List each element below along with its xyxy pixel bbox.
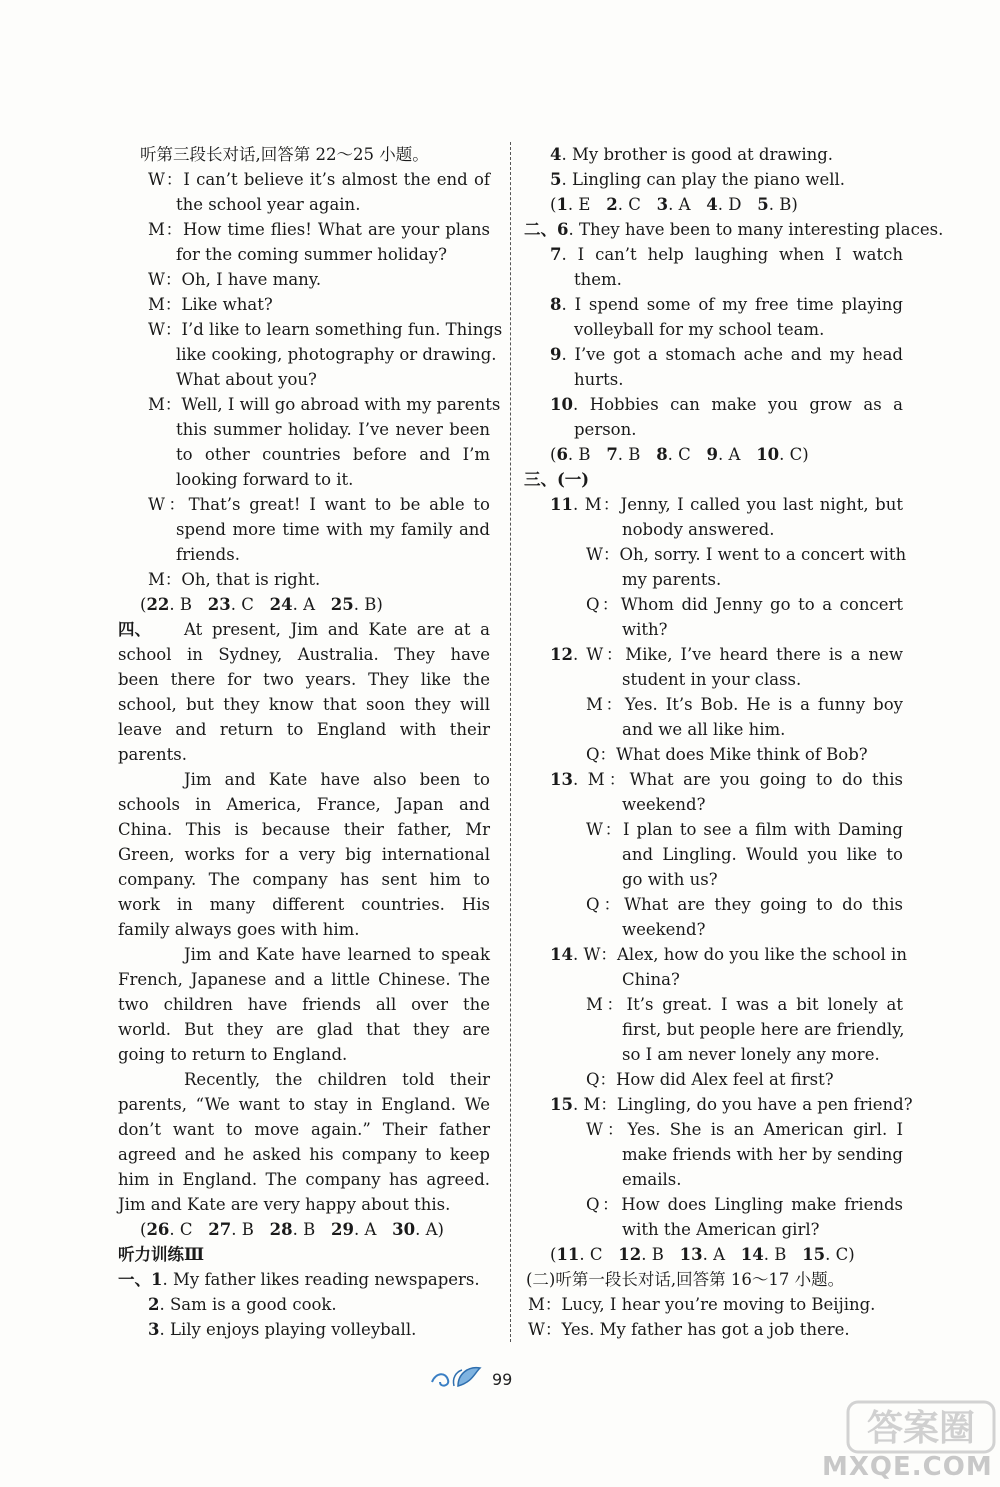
sentence-item: 2. Sam is a good cook.	[148, 1295, 337, 1314]
passage-line	[118, 767, 490, 792]
training-title	[118, 1242, 490, 1267]
item-number: 4	[550, 145, 562, 164]
answer-number: 10	[756, 445, 780, 464]
sentence-item: 5. Lingling can play the piano well.	[550, 170, 846, 189]
answer-number: 5	[757, 195, 769, 214]
passage-line	[118, 792, 490, 817]
dialogue-text: Whom did Jenny go to a concert	[620, 595, 903, 614]
item-number: 7	[550, 245, 562, 264]
item-text: volleyball for my school team.	[574, 320, 825, 339]
speaker-label: Q：	[586, 595, 621, 614]
answer-number: 2	[606, 195, 618, 214]
dialogue-line	[118, 367, 490, 392]
dialogue-line	[118, 167, 490, 192]
answer-number: 8	[656, 445, 668, 464]
answer-letter: E	[578, 195, 591, 214]
speaker-label: W：	[148, 495, 189, 514]
answer-number: 1	[556, 195, 568, 214]
dialogue-text: friends.	[176, 545, 240, 564]
answer-letter: A	[425, 1220, 438, 1239]
dialogue-line	[118, 542, 490, 567]
dialogue-text: I’d like to learn something fun. Things	[181, 320, 503, 339]
passage-line	[118, 667, 490, 692]
dialogue-line	[118, 392, 501, 417]
dialogue-text: student in your class.	[622, 670, 802, 689]
sentence-item	[528, 367, 903, 392]
dialogue-text: weekend?	[622, 920, 706, 939]
dialogue-text: How time flies! What are your plans	[182, 220, 490, 239]
passage-text: At present, Jim and Kate are at a	[184, 620, 490, 639]
answer-letter: A	[713, 1245, 726, 1264]
answer-letter: D	[728, 195, 742, 214]
item-text: I’ve got a stomach ache and my head	[574, 345, 903, 364]
passage-line	[118, 917, 490, 942]
passage-text: Jim and Kate have also been to	[184, 770, 490, 789]
dialogue-line	[118, 442, 490, 467]
item-text: hurts.	[574, 370, 624, 389]
answer-letter: C	[241, 595, 254, 614]
item-text: I spend some of my free time playing	[574, 295, 903, 314]
item-text: Lily enjoys playing volleyball.	[169, 1320, 417, 1339]
section-label-text: 三、(一)	[524, 470, 590, 489]
dialogue-line	[528, 1017, 903, 1042]
dialogue-text: Oh, sorry. I went to a concert with	[619, 545, 907, 564]
dialogue-line: 12. W：Mike, I’ve heard there is a new	[550, 645, 903, 664]
sentence-item: 3. Lily enjoys playing volleyball.	[148, 1320, 417, 1339]
answer-number: 3	[656, 195, 669, 214]
item-number: 13	[550, 770, 573, 789]
svg-text:答案圈: 答案圈	[866, 1408, 976, 1449]
dialogue-text: nobody answered.	[622, 520, 775, 539]
answer-number: 25	[330, 595, 354, 614]
answer-number: 13	[679, 1245, 703, 1264]
speaker-label: M：	[587, 770, 630, 789]
dialogue-text: looking forward to it.	[176, 470, 354, 489]
dialogue-line	[528, 842, 903, 867]
dialogue-text: with the American girl?	[622, 1220, 820, 1239]
left-column	[118, 142, 503, 1342]
passage-line	[118, 1092, 490, 1117]
dialogue-line	[528, 742, 903, 767]
passage-line	[118, 817, 490, 842]
sentence-item: 二、6. They have been to many interesting places.	[524, 220, 944, 239]
dialogue-line	[528, 1142, 903, 1167]
passage-line	[118, 742, 490, 767]
dialogue-line	[528, 792, 903, 817]
answer-key: (6. B 7. B 8. C 9. A 10. C)	[550, 445, 809, 464]
training-title-text: 听力训练Ⅲ	[118, 1245, 205, 1264]
answer-letter: C	[179, 1220, 193, 1239]
passage-text: parents, “We want to stay in England. We	[118, 1095, 490, 1114]
dialogue-line	[118, 267, 490, 292]
dialogue-line: 14. W：Alex, how do you like the school in	[550, 945, 907, 964]
dialogue-text: and Lingling. Would you like to	[622, 845, 903, 864]
passage-line	[118, 967, 490, 992]
passage-line	[118, 1067, 490, 1092]
dialogue-text: What are they going to do this	[624, 895, 903, 914]
item-text: Sam is a good cook.	[169, 1295, 337, 1314]
dialogue-text: emails.	[622, 1170, 682, 1189]
passage-text: parents.	[118, 745, 188, 764]
passage-text: work in many different countries. His	[118, 895, 490, 914]
passage-text: two children have friends all over the	[118, 995, 490, 1014]
dialogue-line	[118, 217, 490, 242]
answer-letter: C	[678, 445, 691, 464]
answer-letter: B	[651, 1245, 664, 1264]
dialogue-line	[528, 617, 903, 642]
item-text: Lingling can play the piano well.	[571, 170, 846, 189]
dialogue-line	[528, 1317, 903, 1342]
passage-text: world. But they are glad that they are	[118, 1020, 490, 1039]
answer-letter: B	[303, 1220, 316, 1239]
dialogue-text: the school year again.	[176, 195, 361, 214]
item-number: 6	[557, 220, 569, 239]
passage-line	[118, 1017, 490, 1042]
section-label: 二、	[524, 220, 557, 239]
right-column	[524, 142, 944, 1342]
dialogue-text: Yes. My father has got a job there.	[561, 1320, 850, 1339]
dialogue-line	[528, 1117, 903, 1142]
dialogue-text: Yes. She is an American girl. I	[627, 1120, 903, 1139]
passage-text: school, but they know that soon they will	[118, 695, 490, 714]
dialogue-text: China?	[622, 970, 680, 989]
dialogue-text: Yes. It’s Bob. He is a funny boy	[624, 695, 903, 714]
passage-text: agreed and he asked his company to keep	[118, 1145, 490, 1164]
dialogue-line	[528, 1192, 903, 1217]
speaker-label: M：	[148, 395, 182, 414]
dialogue-line	[118, 192, 490, 217]
speaker-label: W：	[586, 645, 626, 664]
item-text: I can’t help laughing when I watch	[577, 245, 903, 264]
dialogue-text: Jenny, I called you last night, but	[620, 495, 903, 514]
answer-number: 24	[269, 595, 293, 614]
dialogue-line	[118, 292, 490, 317]
passage-text: company. The company has sent him to	[118, 870, 490, 889]
passage-line	[118, 1167, 490, 1192]
answer-key: (1. E 2. C 3. A 4. D 5. B)	[550, 195, 798, 214]
answer-letter: B	[179, 595, 193, 614]
answer-number: 27	[208, 1220, 232, 1239]
speaker-label: W：	[586, 1120, 628, 1139]
page-number: 99	[492, 1370, 513, 1389]
dialogue-line	[118, 492, 490, 517]
dialogue-text: What about you?	[176, 370, 317, 389]
column-divider	[510, 142, 511, 1342]
dialogue-text: That’s great! I want to be able to	[188, 495, 490, 514]
dialogue-line	[528, 567, 903, 592]
dialogue-text: Mike, I’ve heard there is a new	[625, 645, 903, 664]
dialogue-text: I can’t believe it’s almost the end of	[183, 170, 490, 189]
answer-number: 11	[556, 1245, 580, 1264]
passage-text: Green, works for a very big international	[118, 845, 490, 864]
passage-text: leave and return to England with their	[118, 720, 490, 739]
passage-text: family always goes with him.	[118, 920, 360, 939]
answer-number: 28	[269, 1220, 293, 1239]
answer-letter: B	[779, 195, 792, 214]
item-number: 1	[151, 1270, 163, 1289]
passage-text: schools in America, France, Japan and	[118, 795, 490, 814]
answer-number: 23	[207, 595, 231, 614]
item-number: 15	[550, 1095, 573, 1114]
sentence-item	[528, 317, 903, 342]
dialogue-text: How does Lingling make friends	[621, 1195, 903, 1214]
answer-number: 7	[606, 445, 618, 464]
speaker-label: Q：	[586, 745, 617, 764]
dialogue-text: with?	[622, 620, 668, 639]
answer-number: 15	[802, 1245, 826, 1264]
passage-line	[118, 867, 490, 892]
dialogue-text: Oh, that is right.	[181, 570, 321, 589]
passage-line	[118, 992, 490, 1017]
passage-text: Recently, the children told their	[184, 1070, 490, 1089]
item-number: 2	[148, 1295, 160, 1314]
item-number: 12	[550, 645, 573, 664]
answer-number: 12	[618, 1245, 642, 1264]
section-title	[526, 1267, 903, 1292]
dialogue-line	[118, 467, 490, 492]
dialogue-text: weekend?	[622, 795, 706, 814]
passage-text: Jim and Kate are very happy about this.	[118, 1195, 451, 1214]
dialogue-text: spend more time with my family and	[176, 520, 490, 539]
dialogue-text: What are you going to do this	[629, 770, 903, 789]
answer-number: 14	[740, 1245, 764, 1264]
answer-letter: A	[364, 1220, 377, 1239]
sentence-item: 一、1. My father likes reading newspapers.	[118, 1270, 480, 1289]
dialogue-line: 13. M：What are you going to do this	[550, 770, 903, 789]
passage-text: him in England. The company has agreed.	[118, 1170, 490, 1189]
speaker-label: M：	[148, 295, 182, 314]
dialogue-line: 15. M：Lingling, do you have a pen friend?	[550, 1095, 913, 1114]
speaker-label: W：	[148, 270, 182, 289]
answer-key: (22. B 23. C 24. A 25. B)	[140, 595, 383, 614]
speaker-label: Q：	[586, 1070, 617, 1089]
speaker-label: Q：	[586, 895, 625, 914]
item-number: 5	[550, 170, 562, 189]
item-text: Hobbies can make you grow as a	[589, 395, 903, 414]
answer-letter: C	[789, 445, 803, 464]
speaker-label: M：	[148, 220, 183, 239]
answer-number: 26	[146, 1220, 170, 1239]
dialogue-text: my parents.	[622, 570, 722, 589]
item-number: 3	[148, 1320, 160, 1339]
passage-line	[118, 1042, 490, 1067]
section-label	[524, 467, 903, 492]
answer-number: 4	[706, 195, 718, 214]
dialogue-line	[528, 542, 907, 567]
answer-letter: C	[835, 1245, 849, 1264]
dialogue-text: Lucy, I hear you’re moving to Beijing.	[561, 1295, 876, 1314]
answer-letter: B	[241, 1220, 254, 1239]
dialogue-line	[528, 892, 903, 917]
passage-text: don’t want to move again.” Their father	[118, 1120, 490, 1139]
item-number: 10	[550, 395, 573, 414]
passage-text: going to return to England.	[118, 1045, 348, 1064]
answer-number: 22	[146, 595, 170, 614]
speaker-label: M：	[528, 1295, 562, 1314]
dialogue-line	[528, 1292, 903, 1317]
dialogue-text: It’s great. I was a bit lonely at	[626, 995, 903, 1014]
dialogue-line	[528, 867, 903, 892]
dialogue-text: Lingling, do you have a pen friend?	[616, 1095, 913, 1114]
dialogue-text: I plan to see a film with Daming	[622, 820, 903, 839]
dialogue-line	[118, 317, 503, 342]
sentence-item	[528, 417, 903, 442]
sentence-item: 4. My brother is good at drawing.	[550, 145, 834, 164]
section-title	[118, 142, 490, 167]
watermark-logo	[846, 1400, 996, 1454]
item-text: They have been to many interesting places.	[578, 220, 944, 239]
speaker-label: Q：	[586, 1195, 622, 1214]
sentence-item: 7. I can’t help laughing when I watch	[550, 245, 903, 264]
answer-number: 29	[331, 1220, 354, 1239]
answer-key: (11. C 12. B 13. A 14. B 15. C)	[550, 1245, 855, 1264]
passage-text: French, Japanese and a little Chinese. The	[118, 970, 490, 989]
dialogue-text: How did Alex feel at first?	[616, 1070, 834, 1089]
dialogue-line	[118, 517, 490, 542]
dialogue-line	[528, 967, 903, 992]
speaker-label: W：	[528, 1320, 562, 1339]
speaker-label: W：	[583, 945, 617, 964]
section-label: 四、	[118, 620, 151, 639]
sentence-item: 10. Hobbies can make you grow as a	[550, 395, 903, 414]
item-text: My father likes reading newspapers.	[172, 1270, 480, 1289]
dialogue-line	[528, 992, 903, 1017]
answer-letter: C	[628, 195, 641, 214]
item-number: 8	[550, 295, 562, 314]
dialogue-text: and we all like him.	[622, 720, 786, 739]
dialogue-text: Well, I will go abroad with my parents	[181, 395, 501, 414]
dialogue-text: go with us?	[622, 870, 718, 889]
passage-text: China. This is because their father, Mr	[118, 820, 490, 839]
item-number: 9	[550, 345, 562, 364]
dialogue-line: 11. M：Jenny, I called you last night, but	[550, 495, 903, 514]
passage-line	[118, 1117, 490, 1142]
dialogue-line	[528, 667, 903, 692]
passage-line	[118, 1142, 490, 1167]
speaker-label: W：	[586, 820, 623, 839]
answer-number: 30	[392, 1220, 416, 1239]
dialogue-line	[118, 567, 490, 592]
dialogue-text: What does Mike think of Bob?	[616, 745, 868, 764]
answer-letter: B	[774, 1245, 787, 1264]
watermark-url: MXQE.COM	[822, 1452, 993, 1482]
passage-line	[118, 692, 490, 717]
speaker-label: M：	[586, 695, 625, 714]
passage-line	[118, 642, 490, 667]
dialogue-text: first, but people here are friendly,	[622, 1020, 905, 1039]
speaker-label: M：	[583, 1095, 617, 1114]
answer-letter: B	[364, 595, 377, 614]
answer-key: (26. C 27. B 28. B 29. A 30. A)	[140, 1220, 444, 1239]
dialogue-line	[528, 917, 903, 942]
dialogue-text: Like what?	[181, 295, 273, 314]
passage-line	[118, 1192, 490, 1217]
answer-letter: B	[628, 445, 641, 464]
dialogue-line	[528, 1067, 903, 1092]
dialogue-text: for the coming summer holiday?	[176, 245, 447, 264]
answer-number: 9	[706, 445, 719, 464]
answer-letter: B	[578, 445, 591, 464]
dialogue-line	[118, 242, 490, 267]
speaker-label: W：	[148, 320, 182, 339]
passage-text: been there for two years. They like the	[118, 670, 490, 689]
dialogue-text: Oh, I have many.	[181, 270, 322, 289]
passage-line	[118, 942, 490, 967]
page-ornament-icon	[428, 1362, 488, 1392]
section-title-text: 听第三段长对话,回答第 22～25 小题。	[140, 145, 429, 164]
dialogue-line	[528, 692, 903, 717]
dialogue-text: this summer holiday. I’ve never been	[176, 420, 490, 439]
dialogue-line	[528, 517, 903, 542]
answer-letter: A	[678, 195, 691, 214]
dialogue-text: to other countries before and I’m	[176, 445, 490, 464]
dialogue-line	[528, 592, 903, 617]
answer-number: 6	[556, 445, 568, 464]
dialogue-text: like cooking, photography or drawing.	[176, 345, 497, 364]
dialogue-line	[528, 817, 903, 842]
passage-line	[118, 717, 490, 742]
dialogue-text: make friends with her by sending	[622, 1145, 903, 1164]
dialogue-text: so I am never lonely any more.	[622, 1045, 880, 1064]
dialogue-line	[528, 1217, 903, 1242]
speaker-label: M：	[584, 495, 621, 514]
item-text: them.	[574, 270, 622, 289]
passage-text: Jim and Kate have learned to speak	[184, 945, 490, 964]
passage-text: school in Sydney, Australia. They have	[118, 645, 490, 664]
item-text: My brother is good at drawing.	[571, 145, 834, 164]
sentence-item: 8. I spend some of my free time playing	[550, 295, 903, 314]
speaker-label: M：	[586, 995, 627, 1014]
sentence-item	[528, 267, 903, 292]
dialogue-line	[528, 1167, 903, 1192]
dialogue-line	[528, 717, 903, 742]
dialogue-line	[118, 417, 490, 442]
passage-line	[118, 842, 490, 867]
answer-letter: C	[589, 1245, 603, 1264]
passage-line	[118, 617, 490, 642]
dialogue-line	[118, 342, 497, 367]
speaker-label: W：	[586, 545, 620, 564]
dialogue-line	[528, 1042, 903, 1067]
item-number: 11	[550, 495, 573, 514]
section-title-text: (二)听第一段长对话,回答第 16～17 小题。	[526, 1270, 845, 1289]
answer-letter: A	[728, 445, 741, 464]
item-text: person.	[574, 420, 637, 439]
speaker-label: W：	[148, 170, 184, 189]
answer-letter: A	[303, 595, 316, 614]
sentence-item: 9. I’ve got a stomach ache and my head	[550, 345, 903, 364]
item-number: 14	[550, 945, 573, 964]
dialogue-text: Alex, how do you like the school in	[616, 945, 907, 964]
speaker-label: M：	[148, 570, 182, 589]
passage-line	[118, 892, 490, 917]
section-label: 一、	[118, 1270, 151, 1289]
